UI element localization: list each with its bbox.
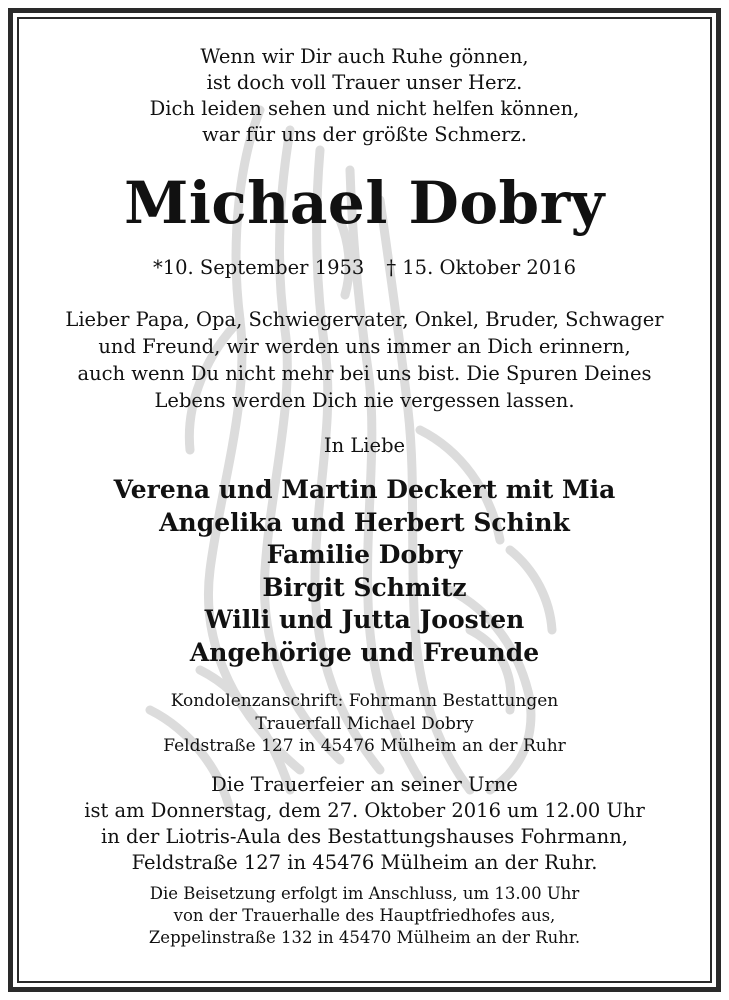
poem-line: ist doch voll Trauer unser Herz. [206,71,523,94]
poem-line: Dich leiden sehen und nicht helfen können, [149,97,580,120]
burial-line: Die Beisetzung erfolgt im Anschluss, um 13.00 Uhr [149,884,580,903]
message-line: Lebens werden Dich nie vergessen lassen. [154,389,575,412]
service-line: Feldstraße 127 in 45476 Mülheim an der Ruhr. [131,851,598,874]
burial-line: von der Trauerhalle des Hauptfriedhofes aus, [173,906,556,925]
message-line: auch wenn Du nicht mehr bei uns bist. Die Spuren Deines [77,362,652,385]
farewell-message [0,306,729,414]
service-line: Die Trauerfeier an seiner Urne [211,773,518,796]
mourner-entry: Angehörige und Freunde [189,637,540,667]
mourner-entry: Willi und Jutta Joosten [204,605,525,634]
condolence-address [0,690,729,758]
mourner-entry: Familie Dobry [266,540,463,569]
message-line: und Freund, wir werden uns immer an Dich erinnern, [98,335,631,358]
service-line: in der Liotris-Aula des Bestattungshauses Fohrmann, [100,825,628,848]
poem-line: Wenn wir Dir auch Ruhe gönnen, [200,45,529,68]
mourner-entry: Verena und Martin Deckert mit Mia [113,475,616,504]
service-line: ist am Donnerstag, dem 27. Oktober 2016 um 12.00 Uhr [84,799,645,822]
poem-line: war für uns der größte Schmerz. [202,123,527,146]
burial-line: Zeppelinstraße 132 in 45470 Mülheim an der Ruhr. [148,928,581,947]
mourners-list [0,474,729,669]
poem [0,44,729,148]
life-dates [0,254,729,282]
message-line: Lieber Papa, Opa, Schwiegervater, Onkel, Bruder, Schwager [65,308,664,331]
in-love-label: In Liebe [323,434,406,457]
birth-date: *10. September 1953 [152,256,365,279]
deceased-name: Michael Dobry [124,169,605,237]
address-line: Kondolenzanschrift: Fohrmann Bestattungen [170,691,559,711]
address-line: Trauerfall Michael Dobry [255,713,474,734]
address-line: Feldstraße 127 in 45476 Mülheim an der Ruhr [163,736,566,756]
funeral-service-info [0,772,729,876]
mourner-entry: Angelika und Herbert Schink [159,507,570,537]
mourner-entry: Birgit Schmitz [262,572,467,602]
burial-info [0,883,729,949]
death-date: † 15. Oktober 2016 [386,256,577,279]
